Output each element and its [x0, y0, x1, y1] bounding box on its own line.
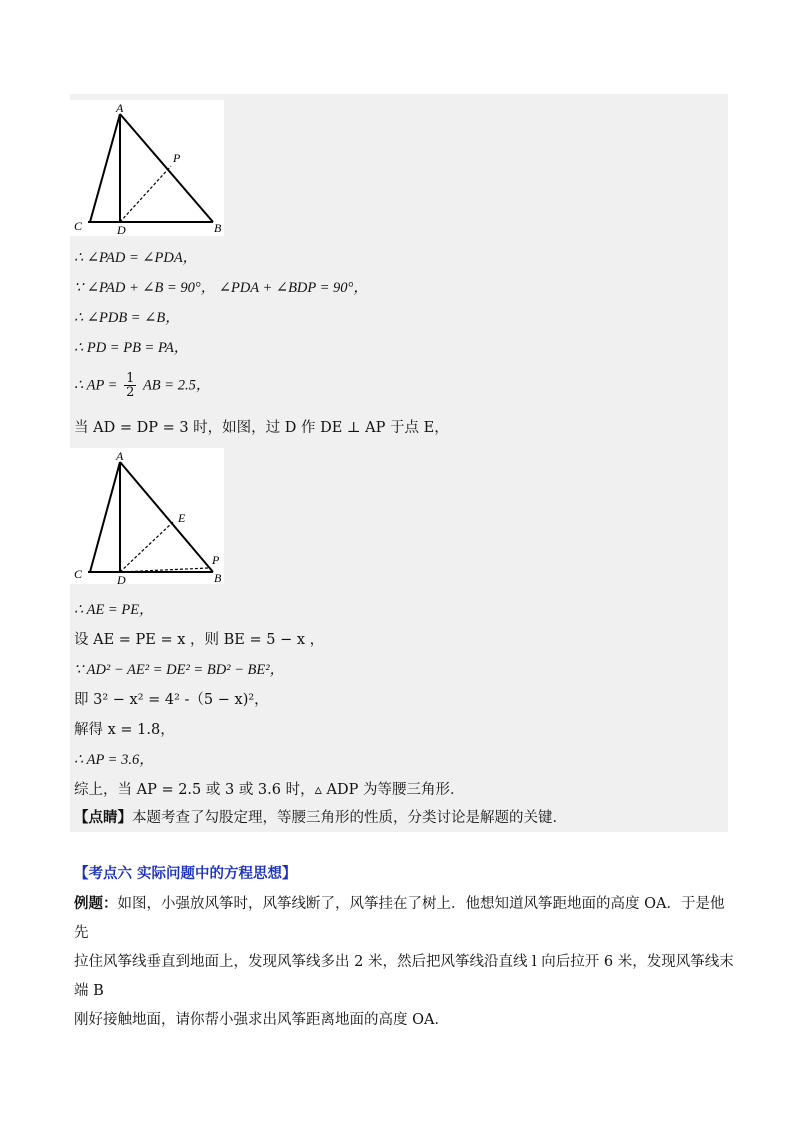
- solution-line-2: ∵ ∠PAD + ∠B = 90°， ∠PDA + ∠BDP = 90°，: [74, 280, 368, 296]
- label-B: B: [214, 221, 222, 235]
- label-D: D: [117, 573, 126, 584]
- edge-AC: [90, 462, 120, 572]
- triangle-figure-1: [70, 100, 224, 236]
- fraction-one-half: $\frac{1}{2}$: [126, 371, 135, 400]
- solution-line-9: ∵ AD² − AE² = DE² = BD² − BE²，: [74, 662, 285, 678]
- solution-line-8: 设 AE = PE = x ，则 BE = 5 − x ，: [74, 632, 325, 648]
- solution-line-12: ∴ AP = 3.6，: [74, 752, 154, 768]
- example-line-2: 拉住风筝线垂直到地面上，发现风筝线多出 2 米，然后把风筝线沿直线 l 向后拉开 6 米，发现风筝线末端 B: [74, 954, 734, 999]
- solution-line-5: ∴ AP = $\frac{1}{2}$ AB = 2.5，: [74, 371, 211, 400]
- label-A: A: [116, 449, 124, 463]
- solution-line-10: 即 3² − x² = 4² -（5 − x)²，: [74, 692, 269, 708]
- example-line-3: 刚好接触地面，请你帮小强求出风筝距离地面的高度 OA．: [74, 1012, 449, 1028]
- example-line-1: 例题：如图，小强放风筝时，风筝线断了，风筝挂在了树上．他想知道风筝距地面的高度 OA．于是他先: [74, 896, 725, 941]
- label-C: C: [74, 567, 83, 581]
- label-P: P: [173, 151, 181, 165]
- comment-line: [74, 808, 567, 828]
- solution-line-1: ∴ ∠PAD = ∠PDA，: [74, 250, 198, 266]
- solution-line-7: ∴ AE = PE，: [74, 602, 154, 618]
- label-D: D: [117, 223, 126, 236]
- label-E: E: [178, 511, 186, 525]
- label-B: B: [214, 571, 222, 584]
- section-title: 【考点六 实际问题中的方程思想】: [74, 866, 297, 882]
- label-A: A: [116, 101, 124, 115]
- edge-AC: [90, 114, 120, 222]
- comment-text: 本题考查了勾股定理，等腰三角形的性质，分类讨论是解题的关键．: [132, 810, 567, 826]
- solution-line-6: 当 AD = DP = 3 时，如图，过 D 作 DE ⊥ AP 于点 E，: [74, 420, 449, 436]
- label-P: P: [212, 553, 220, 567]
- solution-line-11: 解得 x = 1.8，: [74, 722, 175, 738]
- triangle-figure-2: [70, 448, 224, 584]
- solution-line-4: ∴ PD = PB = PA，: [74, 340, 189, 356]
- triangle-figure-1-svg: [70, 100, 224, 236]
- solution-line-13: 综上，当 AP = 2.5 或 3 或 3.6 时，▵ ADP 为等腰三角形．: [74, 782, 465, 798]
- triangle-figure-2-svg: [70, 448, 224, 584]
- label-C: C: [74, 219, 83, 233]
- dashed-DP: [120, 166, 171, 222]
- dashed-DE: [120, 522, 173, 572]
- comment-label: 【点睛】: [74, 809, 132, 826]
- example-paragraph: [74, 890, 734, 1035]
- solution-line-3: ∴ ∠PDB = ∠B，: [74, 310, 180, 326]
- example-lead: 例题：: [74, 896, 118, 912]
- edge-AB: [120, 462, 213, 572]
